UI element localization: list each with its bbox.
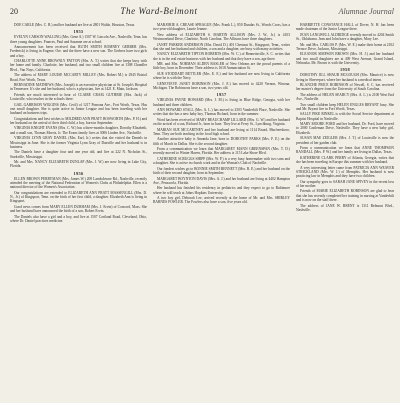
alumnae-note: SUSAN MAE ZEIGLER (Mrs. J. T.) of Louisville is now the president of her garden club.: [296, 136, 394, 145]
alumnae-note: From a communication we learn that MARGARET MANN GREENSPAN (Mrs. T. D.) recently moved to Winter Haven, Florida. Her address is 115 Lake Shore Blvd.: [153, 147, 290, 156]
column-right: [296, 23, 394, 403]
alumnae-note: SUE STODDART BETTLER (Mrs. E. E.) and her husband are now living in California where he is with the Navy.: [153, 71, 290, 81]
alumnae-note: From a communication we learn that ANNE THOMPSON RANDALL (Mrs. P. W.) and her family are living in Dallas, Texas.: [296, 146, 394, 155]
alumnae-note: Mr. and Mrs. CARLOS P. (Mrs. W. E.) make their home at 2102 Terrace Drive, Jackson, Mississippi.: [296, 42, 394, 51]
alumnae-note: SALLY PIKE RINKEL is with the Social Service department at Baptist Hospital in Nashville.: [296, 112, 394, 121]
alumnae-note: The address of MARY LOUISE MCCARTY MILLEY (Mrs. Robert M.) is 2945 Bristol Road, Fort Worth, Texas.: [10, 73, 147, 82]
alumnae-note: Our fondest wishes go to BONNIE SMITH BENNETT (Mrs. R. E.) and her husband on the birth of their second daughter, born in September.: [153, 166, 290, 176]
alumnae-note: The address of HELEN SEARCY (Mrs. A. L.) is 2100 West End Ave., Nashville.: [296, 92, 394, 102]
alumnae-note: Friends are much interested to hear of CLAIRE CRAIG GUTHRIE (Mrs. Jack) of Louisville, who teaches in the schools there.: [10, 92, 147, 102]
alumnae-note: Congratulations and best wishes to MILDRED ANN PRATT BOSWORTH (Mrs. P. H.) and her husband on the arrival of their third child, a boy, born in September.: [10, 116, 147, 125]
alumnae-note: Our congratulations are extended to ELIZABETH ANN PRATT MASSENGILL (Mrs. D. N., Jr.) of Kingsport, Tenn. on the birth of her first child, a daughter. Elizabeth Ann is living in Kingsport.: [10, 190, 147, 204]
alumnae-note: BLANCHE PRICE ROBINSON of Newell, S. C. has received her master's degree from the University of South Carolina.: [296, 83, 394, 92]
alumnae-note: Announcement has been received that RUTH SMITH ROMNEY GERBER (Mrs. Frederick) is living in Eugene, Ore. and the three have a new son. The Gerbers have two girls and a boy.: [10, 45, 147, 58]
alumnae-note: DOE CARLE (Mrs. C. B.) and her husband are live at 2801 Waldo, Houston, Texas.: [14, 23, 136, 27]
alumnae-note: The address of JANE W. BRENT is 1311 Belmont Blvd., Nashville.: [296, 203, 394, 212]
alumnae-note: CHARLOTTE ANNE BROWNLY PATTON (Mrs. A. T.) writes that she keeps busy with her home and family. Charlotte, her husband, and two small children live at 1308 Chandler Blvd., Van Nuys, California.: [10, 59, 147, 72]
alumnae-note: A two boy girl, Deborah Lee, arrived recently at the home of Mr. and Mrs. SHIRLEY BARNES FOWLER. The Fowlers also have a son, five years old.: [153, 196, 290, 205]
running-head: Alumnae Journal: [338, 7, 394, 16]
alumnae-note: DOROTHY JILL SHAUB MCGOUGH (Mrs. Maurice) is now living in Shreveport, where her husband is a medical intern.: [296, 73, 394, 82]
class-year-heading: 1955: [73, 29, 84, 35]
alumnae-note: NANCY ELIZABETH TIPTON ROBERTS (Mrs. W. C.) of Bennettsville, S. C. writes that she is in the real estate business with her husband and that they have a son, age three.: [153, 52, 290, 61]
class-year-heading: 1957: [216, 92, 227, 98]
alumnae-note: Two small children keep HELEN ENGLES BRYANT busy. She and Mr. Bryant live in Fort Worth, Texas.: [296, 102, 394, 111]
text-columns: [10, 23, 394, 403]
alumnae-note: A very interesting letter came from PATRICIA ANN WEAVER STRICKLAND (Mrs. W. J.) of Memphis. Her husband is now practicing law in Memphis and they have two children.: [296, 165, 394, 179]
alumnae-note: ELLEN BROWN PERRYMAN (Mrs. James W.) 208 Landsdowne Rd., Nashville, recently attended the meeting of the National Federation of Women's Clubs at Philadelphia. Ellen is a national director of the Women's Association.: [10, 176, 147, 190]
alumnae-note: MARGARET BOYNTON DAVIS (Mrs. A. J.) and her husband are living at 4402 Hampton Ave., Pensacola, Florida.: [153, 176, 290, 185]
alumnae-note: MR. and Mrs. NORMAN ALDEN BASLER of New Orleans are the proud parents of a little boy, born in December. Their address is 1618 Annunciation St.: [153, 62, 290, 71]
alumnae-note: CATHERINE SCRUGGS SHIPP (Mrs. W. P.) is a very busy homemaker with two sons and a daughter. She is active in church work and in the Woman's Club of Nashville.: [153, 156, 290, 166]
alumnae-note: Good news comes from MARY ELLEN DURHAM (Mrs. J. Ervin) of Concord, Mass. She and her husband have announced the birth of a son, Robert Ervin.: [10, 204, 147, 214]
alumnae-note: BERNADINE MATHEWS (Mrs. Joseph) is an executive physician at St. Joseph's Hospital in Tennessee. It's she and her husband, who is a physician, live at 1421 E. Main, Jackson.: [10, 83, 147, 92]
alumnae-note: MARIAN SUE MCCARTNEY and her husband are living at 1114 Broad, Murfreesboro, Tenn. They are both teaching in the local high school.: [153, 127, 290, 136]
alumnae-note: MARY MOORE FORD and her husband, Dr. Ford, have moved to 2000 Castleman Drive, Nashville. They have a new baby girl, Elizabeth.: [296, 122, 394, 135]
alumnae-note: VIRGINIA LYNN GRAY DANIEL (Mrs. Earl, Jr.) writes that she visited the Daniels in Mississippi in June. She is the former Virginia Lynn Gray of Danville and her husband is in business.: [10, 136, 147, 149]
alumnae-note: Mr. and Mrs. NANCY ELIZABETH DUNLAP (Mrs. J. W.) are now living in Lake City, Florida.: [10, 160, 147, 169]
alumnae-note: VIRGINIA PAYNE HOWARD (Mrs. J. M.) is living in Blue Ridge, Georgia, with her husband and three children.: [153, 98, 290, 107]
journal-title: The Ward-Belmont: [120, 6, 198, 16]
alumnae-note: MARJORIE A. CREASE SPRAGUE (Mrs. Frank L.), 850 Dundas St., Woods Cross, has a two-year-old daughter, Laurie Jeanne.: [153, 23, 290, 32]
alumnae-note: VIRGINIA KNIGHT EVANS (Mrs. C. W.) has a three-months daughter, Dorothy Elizabeth, and a small son, Thomas Morris, Jr. The Evans family lives at 3006 Linden Ave., Nashville.: [10, 126, 147, 135]
alumnae-note: GAIL GARRISON WIGGINS (Mrs. Cecil) of 1217 Pomona Ave., Fort Worth, Texas. Has one small daughter. She is quite active in Junior League and has been traveling with her husband on business trips.: [10, 102, 147, 116]
alumnae-note: ELEANOR SIMPSON BROWN (Mrs. H. J.) and her husband and two small daughters are at 409 West Avenue, Grand Island, Nebraska. Mr. Brown is with the University.: [296, 52, 394, 65]
alumnae-note: GENEVIEVE JANET ROBINSON (Mrs. J. E.) has moved to 4220 Vernon, Winona, Michigan. The Robinsons have a son, two years old.: [153, 81, 290, 90]
alumnae-note: Her husband has finished his residency in pediatrics and they expect to go to Baltimore where he will teach at Johns Hopkins University.: [153, 186, 290, 195]
alumnae-note: Friends of MARIE ELIZABETH ROBINSON are glad to hear that she has recently completed her training in nursing at Vanderbilt and is now on the staff there.: [296, 189, 394, 203]
page-header: [10, 6, 394, 20]
page-number: 20: [10, 7, 18, 16]
alumnae-note: Our sympathy goes to SARAH JANE SPIVEY in the recent loss of her mother.: [296, 179, 394, 188]
alumnae-note: Word has been received of MARY BEAUCHAMP LILLARD (Mrs. G. W.) and her husband on the arrival of a son, Richard Jr., born in June. They live at Ferry St., Lynchburg, Virginia.: [153, 117, 290, 127]
class-year-heading: 1956: [73, 170, 84, 176]
alumnae-note: The Daniels also have a girl and a boy, and live at 1507 Cortland Road, Cleveland, Ohio, where Dr. Daniel practices medicine.: [10, 214, 147, 223]
alumnae-note: JANET PARKER ANDERSON (Mrs. David D.) 401 Chestnut St., Kingsport, Tenn., writes that she and her husband and children, a son and a daughter, are busy with many activities.: [153, 42, 290, 51]
alumnae-note: EVELYN CARSON WALLING (Mrs. Gene A.) 1507 W. Lincoln Ave., Nashville, Tenn. has three young daughters. Frances, Paul and Suzanne are at school.: [10, 35, 147, 44]
column-left: [10, 23, 147, 403]
alumnae-note: New address of ELIZABETH S. MARTIN ALLISON (Mrs. J. W., Jr.) is 4103 Westmoreland Drive, Charlotte, North Carolina. The Allisons have three daughters.: [153, 32, 290, 42]
class-year-heading: 1958: [340, 67, 350, 73]
alumnae-note: KATHERINE CLARK PERRY of Atlanta, Georgia, writes that she has been traveling in Europe this summer with her husband.: [296, 155, 394, 165]
alumnae-note: ANN HOWARD STALL (Mrs. A. L.) has moved to 2503 Vanderbilt Place, Nashville. She writes that she has a new baby boy, Thomas Richard, born in the summer.: [153, 108, 290, 117]
alumnae-note: The Daniels have a daughter four and one year old, and live at 222 N. Nicholas St., Starkville, Mississippi.: [10, 150, 147, 159]
alumnae-note: HARRIETTE CONSTANCE HALL of Dover, N. H. has been made chairman of the Junior League there.: [296, 23, 394, 32]
column-middle: [153, 23, 290, 403]
alumnae-note: JEAN LANGWELL ALDRIDGE recently moved to 4204 Smith St., Oklahoma. Jean and John have a daughter, Mary Lee.: [296, 32, 394, 42]
alumnae-note: Another attractive baby is Amanda Jane, born to DOROTHY PARKS (Mrs. F. E.) on the fifth of March in Dallas. She is the second daughter.: [153, 137, 290, 146]
